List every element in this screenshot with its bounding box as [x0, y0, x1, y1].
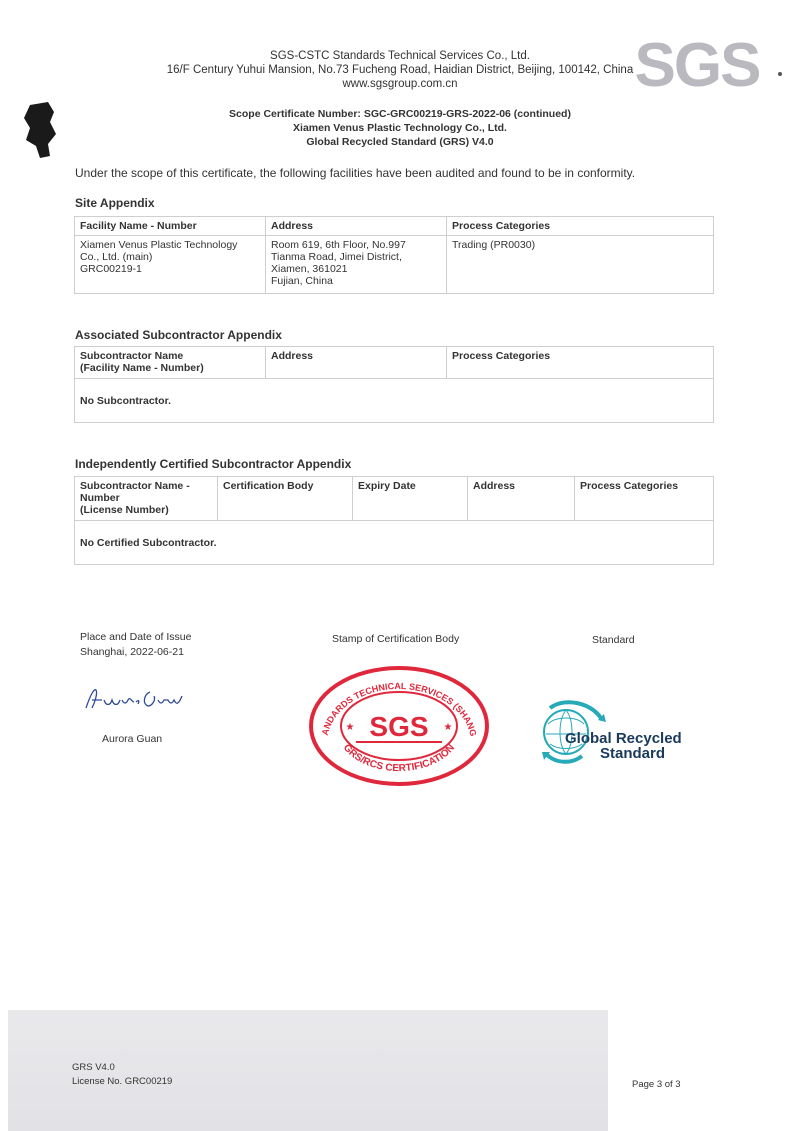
col-process: Process Categories [447, 347, 714, 379]
header-line: Number [80, 492, 120, 504]
col-facility: Facility Name - Number [75, 217, 266, 236]
assoc-appendix-table [74, 346, 714, 423]
footer-license: License No. GRC00219 [72, 1076, 173, 1087]
sgs-stamp [306, 664, 492, 793]
facility-line: Co., Ltd. (main) [80, 251, 153, 263]
issuer-website: www.sgsgroup.com.cn [342, 78, 458, 90]
signer-name: Aurora Guan [102, 733, 163, 745]
site-appendix-title: Site Appendix [75, 196, 155, 210]
stamp-top-text: ANDARDS TECHNICAL SERVICES (SHANG [319, 680, 479, 738]
place-date-label: Place and Date of Issue [80, 631, 192, 643]
col-process: Process Categories [575, 477, 714, 521]
stamp-center-text: SGS [369, 711, 429, 742]
grs-logo-line1: Global Recycled [565, 730, 682, 747]
svg-text:★: ★ [443, 722, 453, 733]
site-appendix-table [74, 216, 714, 294]
process-cell: Trading (PR0030) [447, 236, 714, 294]
table-header-row [75, 217, 714, 236]
table-row [75, 236, 714, 294]
no-subcontractor: No Subcontractor. [75, 379, 714, 423]
issuer-address: 16/F Century Yuhui Mansion, No.73 Fucheng Road, Haidian District, Beijing, 100142, China [166, 64, 634, 76]
handwritten-signature [82, 682, 192, 721]
header-line: Subcontractor Name [80, 350, 184, 362]
table-row [75, 379, 714, 423]
col-address: Address [266, 347, 447, 379]
address-line: Room 619, 6th Floor, No.997 [271, 239, 406, 251]
no-certified-subcontractor: No Certified Subcontractor. [75, 521, 714, 565]
col-subcontractor [75, 347, 266, 379]
grs-logo-line2: Standard [600, 745, 666, 762]
address-line: Fujian, China [271, 275, 333, 287]
col-subcontractor [75, 477, 218, 521]
indep-appendix-table [74, 476, 714, 565]
scope-standard: Global Recycled Standard (GRS) V4.0 [306, 136, 494, 148]
col-expiry: Expiry Date [353, 477, 468, 521]
facility-line: GRC00219-1 [80, 263, 142, 275]
header-line: (License Number) [80, 504, 169, 516]
sgs-logo-text: SGS [634, 31, 760, 100]
indep-appendix-title: Independently Certified Subcontractor Appendix [75, 457, 352, 471]
svg-text:GRS/RCS CERTIFICATION [341, 742, 457, 774]
svg-text:★: ★ [345, 722, 355, 733]
table-row [75, 521, 714, 565]
stamp-label: Stamp of Certification Body [332, 633, 460, 645]
standard-label: Standard [592, 634, 635, 646]
address-cell [266, 236, 447, 294]
scope-certificate-number: Scope Certificate Number: SGC-GRC00219-GRS-2022-06 (continued) [229, 108, 571, 120]
issuer-company: SGS-CSTC Standards Technical Services Co., Ltd. [270, 50, 530, 62]
table-header-row [75, 347, 714, 379]
table-header-row [75, 477, 714, 521]
binding-mark [20, 100, 60, 160]
stamp-bottom-text: GRS/RCS CERTIFICATION [340, 742, 458, 775]
col-process: Process Categories [447, 217, 714, 236]
scope-company: Xiamen Venus Plastic Technology Co., Ltd. [293, 122, 507, 134]
address-line: Xiamen, 361021 [271, 263, 348, 275]
header-line: (Facility Name - Number) [80, 362, 204, 374]
col-address: Address [266, 217, 447, 236]
facility-line: Xiamen Venus Plastic Technology [80, 239, 238, 251]
facility-cell [75, 236, 266, 294]
page-number: Page 3 of 3 [632, 1079, 681, 1090]
col-address: Address [468, 477, 575, 521]
address-line: Tianma Road, Jimei District, [271, 251, 402, 263]
footer-grs-version: GRS V4.0 [72, 1062, 115, 1073]
assoc-appendix-title: Associated Subcontractor Appendix [75, 328, 282, 342]
col-cert-body: Certification Body [218, 477, 353, 521]
place-date-value: Shanghai, 2022-06-21 [80, 646, 184, 658]
header-line: Subcontractor Name - [80, 480, 190, 492]
intro-text: Under the scope of this certificate, the following facilities have been audited and found to be in conformity. [75, 166, 636, 180]
